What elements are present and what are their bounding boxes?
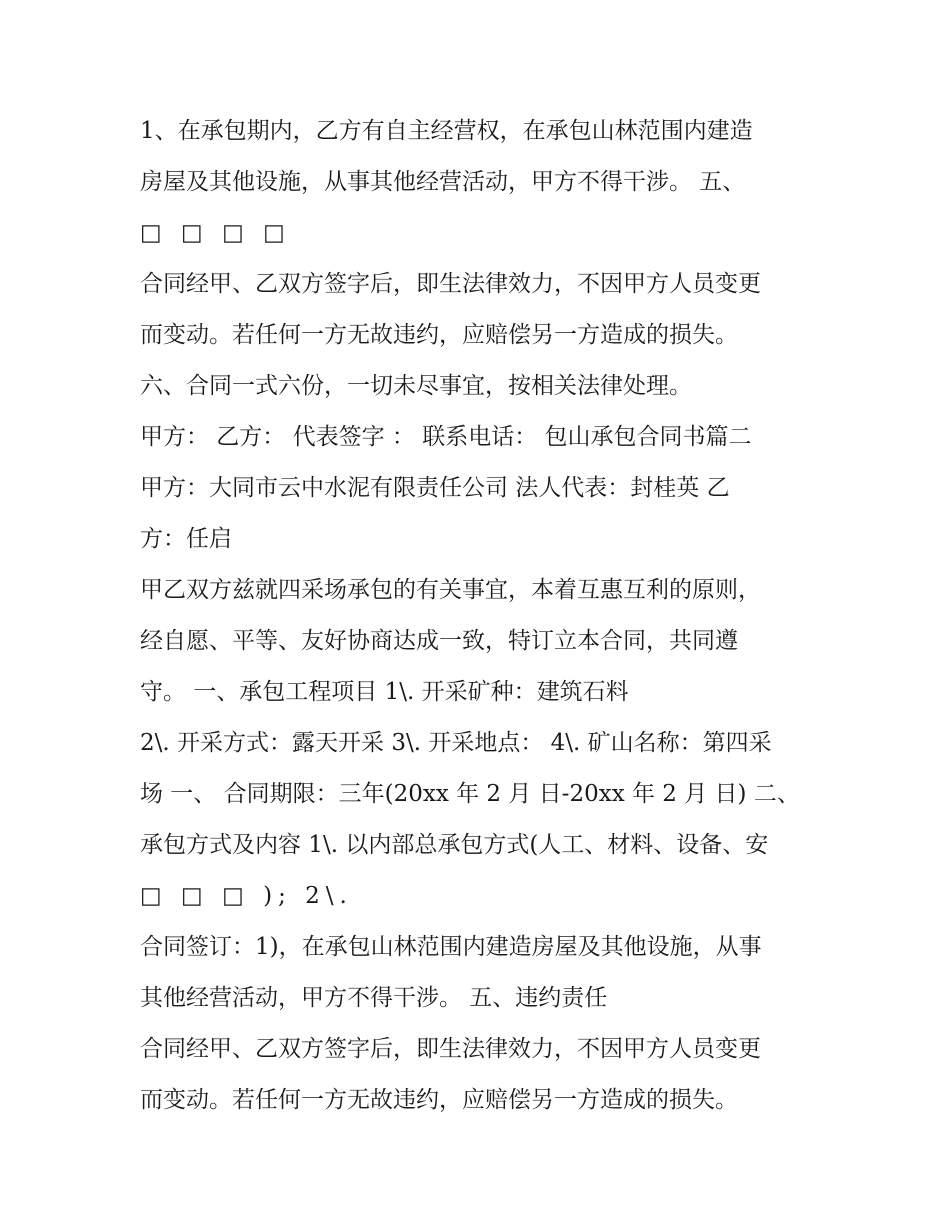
- text-line: 守。 一、承包工程项目 1\. 开采矿种：建筑石料: [140, 679, 629, 705]
- text-line: 其他经营活动，甲方不得干涉。 五、违约责任: [140, 985, 608, 1011]
- text-line: 合同经甲、乙双方签字后，即生法律效力，不因甲方人员变更: [140, 271, 761, 297]
- text-line: 而变动。若任何一方无故违约，应赔偿另一方造成的损失。: [140, 322, 738, 348]
- text-line: 六、合同一式六份，一切未尽事宜，按相关法律处理。: [140, 373, 692, 399]
- text-line: 场 一、 合同期限：三年(20xx 年 2 月 日-20xx 年 2 月 日) 二、: [140, 781, 800, 807]
- text-line: 甲乙双方兹就四采场承包的有关事宜，本着互惠互利的原则，: [140, 577, 761, 603]
- text-line: 1、在承包期内，乙方有自主经营权，在承包山林范围内建造: [140, 118, 753, 144]
- text-line: 房屋及其他设施，从事其他经营活动，甲方不得干涉。 五、: [140, 169, 746, 195]
- text-line: 甲方：大同市云中水泥有限责任公司 法人代表：封桂英 乙: [140, 475, 730, 501]
- text-line: 合同签订：1)，在承包山林范围内建造房屋及其他设施，从事: [140, 934, 762, 960]
- document-body: [140, 111, 840, 1131]
- text-line: 甲方： 乙方： 代表签字 ： 联系电话： 包山承包合同书篇二: [140, 424, 752, 450]
- text-line: □ □ □ ); 2\.: [140, 883, 353, 909]
- text-line: 经自愿、平等、友好协商达成一致，特订立本合同，共同遵: [140, 628, 738, 654]
- text-line: 承包方式及内容 1\. 以内部总承包方式(人工、材料、设备、安: [140, 832, 769, 858]
- text-line: □ □ □ □: [140, 220, 291, 246]
- text-line: 2\. 开采方式：露天开采 3\. 开采地点： 4\. 矿山名称：第四采: [140, 730, 772, 756]
- text-line: 方：任启: [140, 526, 232, 552]
- text-line: 合同经甲、乙双方签字后，即生法律效力，不因甲方人员变更: [140, 1036, 761, 1062]
- text-line: 而变动。若任何一方无故违约，应赔偿另一方造成的损失。: [140, 1087, 738, 1113]
